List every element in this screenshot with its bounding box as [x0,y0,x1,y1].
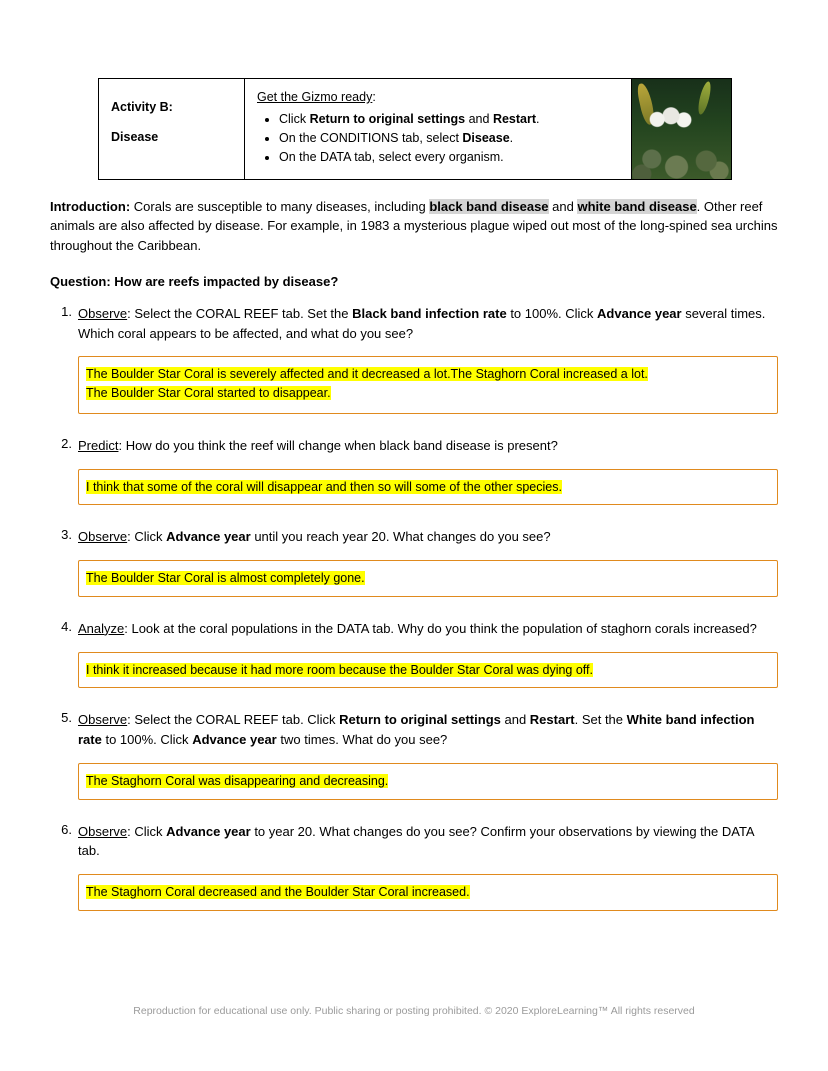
activity-step: • Click Return to original settings and Restart. [279,111,621,129]
answer-box[interactable] [78,469,778,506]
prompt-part: . Set the [574,712,627,728]
prompt-bold: Advance year [166,823,251,839]
prompt-part: several times. Which coral appears to be affected, and what do you see? [78,305,766,341]
item-verb: Observe [78,529,128,545]
answer-box[interactable] [78,356,778,414]
item-verb: Observe [78,712,128,728]
item-number: 3. [61,527,72,543]
item-prompt [78,436,778,456]
prompt-part: to year 20. What changes do you see? Confirm your observations by viewing the DATA tab. [78,823,754,859]
prompt-bold: White band infection rate [78,712,755,747]
prompt-part: : Select the CORAL REEF tab. Click [127,712,340,728]
introduction-text-2: and [548,198,578,214]
item-number: 6. [61,821,72,837]
answer-text: The Staghorn Coral decreased and the Boulder Star Coral increased. [86,885,470,899]
activity-instructions-cell [245,79,632,179]
item-verb: Analyze [78,620,125,636]
prompt-part: : How do you think the reef will change when black band disease is present? [118,437,558,453]
prompt-bold: Advance year [166,529,251,545]
answer-box[interactable] [78,874,778,911]
prompt-part: to 100%. Click [506,305,598,321]
answer-line [86,661,769,680]
activity-title: Activity B: [111,100,173,114]
answer-text: The Boulder Star Coral started to disappear. [86,386,331,400]
activity-title-cell [99,79,245,179]
activity-step: • On the DATA tab, select every organism. [279,149,621,167]
item-prompt [78,822,778,862]
prompt-part: until you reach year 20. What changes do you see? [250,529,551,545]
introduction-text-3: . Other reef animals are also affected by disease. For example, in 1983 a mysterious plague wiped out most of the long-spined sea urchins throughout the Caribbean. [50,198,778,253]
prompt-part: : Look at the coral populations in the DATA tab. Why do you think the population of staghorn corals increased? [124,620,757,636]
item-verb: Predict [78,437,119,453]
prompt-part: and [500,712,530,728]
activity-step: • On the CONDITIONS tab, select Disease. [279,130,621,148]
answer-line [86,478,769,497]
list-item [50,822,778,911]
prompt-part: : Click [127,529,167,545]
coral-cluster-icon [648,105,694,129]
prompt-part: : Click [127,823,167,839]
prompt-bold: Return to original settings [339,712,501,728]
prompt-part: to 100%. Click [101,732,193,747]
footer-copyright: Reproduction for educational use only. Public sharing or posting prohibited. © 2020 ExploreLearning™ All rights reserved [133,1005,695,1017]
answer-box[interactable] [78,652,778,689]
answer-text: I think that some of the coral will disappear and then so will some of the other species. [86,479,562,494]
activity-header-box [98,78,732,180]
activity-subtitle: Disease [111,129,159,144]
answer-text: The Boulder Star Coral is almost completely gone. [86,571,365,585]
prompt-bold: Advance year [597,305,682,321]
item-verb: Observe [78,305,128,321]
item-prompt [78,527,778,547]
item-number: 2. [61,435,72,451]
prompt-bold: Black band infection rate [352,305,507,321]
item-prompt [78,619,778,639]
item-verb: Observe [78,823,128,839]
answer-line [86,384,769,403]
gizmo-ready-colon: : [372,90,376,104]
list-item [50,619,778,689]
list-item [50,527,778,597]
answer-box[interactable] [78,763,778,800]
gizmo-ready-label: Get the Gizmo ready [257,90,373,104]
highlight-black-band-disease: black band disease [429,198,549,214]
item-prompt [78,304,778,344]
answer-text: I think it increased because it had more room because the Boulder Star Coral was dying off. [86,662,593,677]
prompt-bold: Restart [529,712,575,728]
answer-line [86,772,769,791]
question-heading: Question: How are reefs impacted by disease? [50,273,339,289]
item-number: 1. [61,303,72,319]
highlight-white-band-disease: white band disease [577,198,697,214]
answer-line [86,883,769,902]
prompt-bold: Advance year [192,732,277,747]
item-prompt [78,710,778,750]
introduction-paragraph [50,197,778,256]
prompt-part: : Select the CORAL REEF tab. Set the [127,305,353,321]
prompt-part: two times. What do you see? [276,732,448,747]
coral-reef-photo [632,79,731,179]
activity-steps-list [257,111,621,167]
answer-line [86,365,769,384]
answer-text: The Staghorn Coral was disappearing and decreasing. [86,773,389,788]
answer-line [86,569,769,588]
introduction-text-1: Corals are susceptible to many diseases, including [130,198,430,214]
item-number: 5. [61,710,72,726]
introduction-label: Introduction: [50,198,131,214]
list-item [50,710,778,799]
question-list [50,304,778,911]
item-number: 4. [61,618,72,634]
answer-text: The Boulder Star Coral is severely affected and it decreased a lot.The Staghorn Coral increased a lot. [86,367,648,382]
list-item [50,304,778,414]
list-item [50,436,778,506]
answer-box[interactable] [78,560,778,597]
